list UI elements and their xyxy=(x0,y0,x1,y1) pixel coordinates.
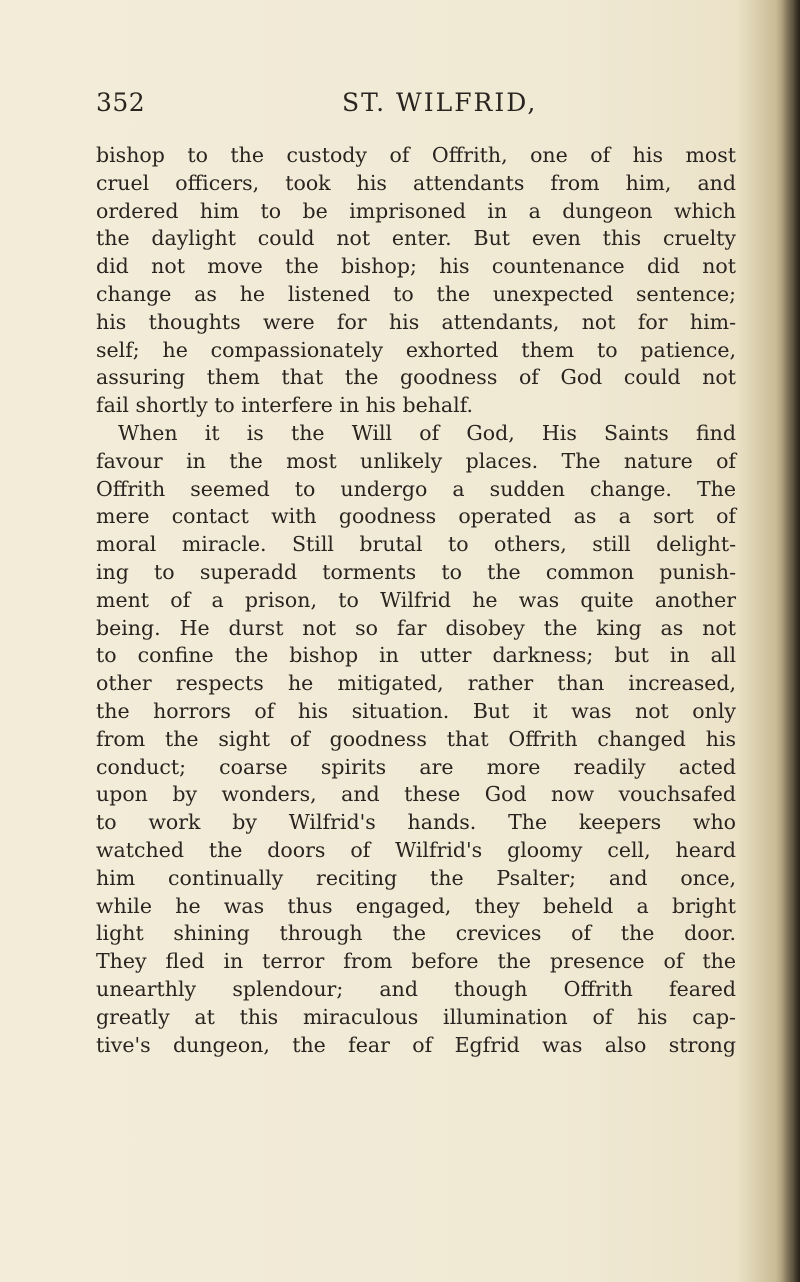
text-line: light shining through the crevices of the door. xyxy=(96,921,736,946)
text-line: him continually reciting the Psalter; and once, xyxy=(96,865,736,890)
text-line: conduct; coarse spirits are more readily acted xyxy=(96,754,736,779)
text-line: his thoughts were for his attendants, not for him- xyxy=(96,309,736,334)
text-line: Offrith seemed to undergo a sudden change. The xyxy=(96,476,736,501)
paragraph-end-line: fail shortly to interfere in his behalf. xyxy=(96,393,474,418)
text-line: to confine the bishop in utter darkness; but in all xyxy=(96,643,736,668)
page-number: 352 xyxy=(96,88,146,117)
text-line: watched the doors of Wilfrid's gloomy cell, heard xyxy=(96,837,736,862)
text-line: the horrors of his situation. But it was not only xyxy=(96,698,736,723)
page-edge-shadow xyxy=(782,0,800,1282)
text-line: assuring them that the goodness of God could not xyxy=(96,365,736,390)
text-line: cruel officers, took his attendants from him, and xyxy=(96,170,736,195)
text-line: while he was thus engaged, they beheld a bright xyxy=(96,893,736,918)
text-line: They fled in terror from before the presence of the xyxy=(96,949,736,974)
text-line: the daylight could not enter. But even this cruelty xyxy=(96,226,736,251)
body-text xyxy=(96,142,736,1059)
running-head-title: ST. WILFRID, xyxy=(342,88,538,117)
text-line: unearthly splendour; and though Offrith feared xyxy=(96,976,736,1001)
text-line: self; he compassionately exhorted them to patience, xyxy=(96,337,736,362)
paragraph-start-line: When it is the Will of God, His Saints find xyxy=(118,420,736,445)
text-line: from the sight of goodness that Offrith changed his xyxy=(96,726,736,751)
text-line: favour in the most unlikely places. The nature of xyxy=(96,448,736,473)
running-head xyxy=(96,86,736,120)
text-line: greatly at this miraculous illumination of his cap- xyxy=(96,1004,736,1029)
text-line: mere contact with goodness operated as a sort of xyxy=(96,504,736,529)
text-line: change as he listened to the unexpected sentence; xyxy=(96,281,736,306)
text-line: tive's dungeon, the fear of Egfrid was also strong xyxy=(96,1032,736,1057)
text-line: to work by Wilfrid's hands. The keepers who xyxy=(96,810,736,835)
text-line: upon by wonders, and these God now vouchsafed xyxy=(96,782,736,807)
text-line: ordered him to be imprisoned in a dungeon which xyxy=(96,198,736,223)
text-line: other respects he mitigated, rather than increased, xyxy=(96,671,736,696)
text-line: moral miracle. Still brutal to others, still delight- xyxy=(96,532,736,557)
text-line: ment of a prison, to Wilfrid he was quite another xyxy=(96,587,736,612)
text-line: did not move the bishop; his countenance did not xyxy=(96,254,736,279)
text-line: bishop to the custody of Offrith, one of his most xyxy=(96,143,736,167)
text-line: ing to superadd torments to the common punish- xyxy=(96,559,736,584)
text-line: being. He durst not so far disobey the king as not xyxy=(96,615,736,640)
